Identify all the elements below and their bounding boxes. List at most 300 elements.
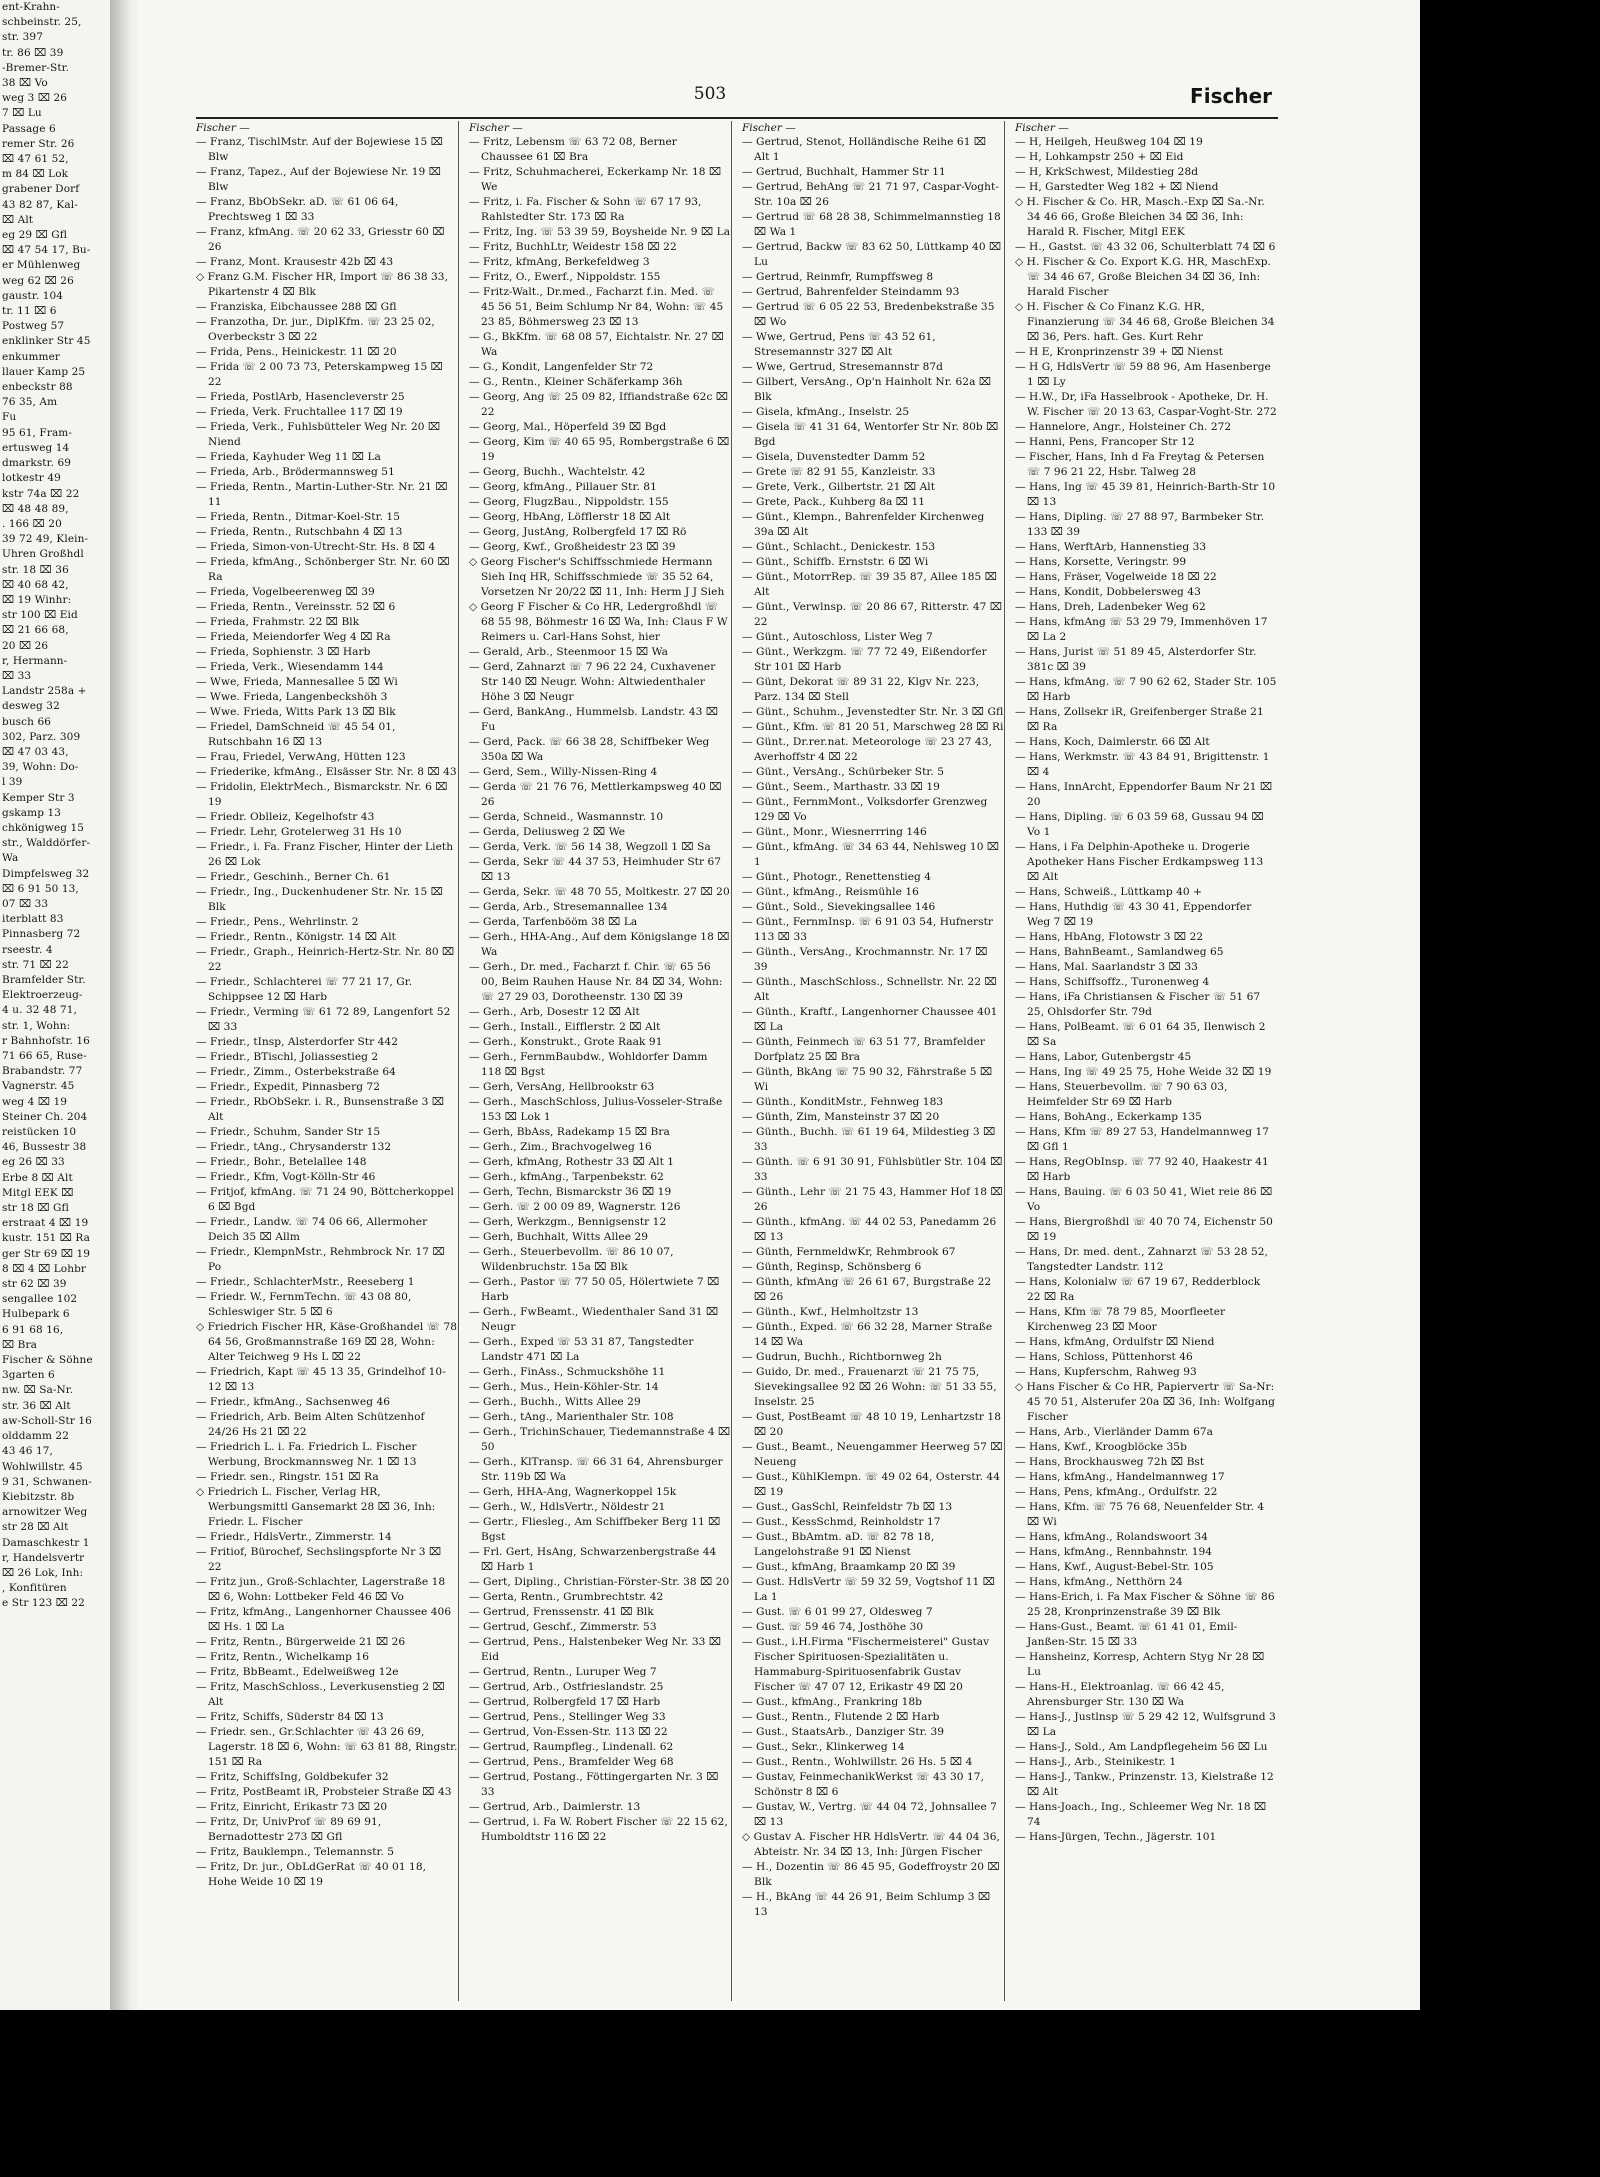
strip-line: Fu (2, 411, 17, 424)
column-1 (196, 121, 459, 2001)
directory-entry: — Friedr., Kfm, Vogt-Kölln-Str 46 (196, 1171, 376, 1183)
directory-entry: — Hans, Huthdig ☏ 43 30 41, Eppendorfer Weg 7 ⌧ 19 (1015, 901, 1252, 928)
directory-entry: — Günt., Seem., Marthastr. 33 ⌧ 19 (742, 781, 940, 793)
directory-entry: — Franz, Mont. Krausestr 42b ⌧ 43 (196, 256, 394, 268)
directory-entry: — Hans, BahnBeamt., Samlandweg 65 (1015, 946, 1224, 958)
directory-entry: — Gertrud, Stenot, Holländische Reihe 61 ⌧ Alt 1 (742, 136, 987, 163)
strip-line: str 100 ⌧ Eid (2, 609, 78, 622)
directory-entry: — Friedr., Zimm., Osterbekstraße 64 (196, 1066, 396, 1078)
directory-entry: — Hans, Bauing. ☏ 6 03 50 41, Wiet reie 86 ⌧ Vo (1015, 1186, 1273, 1213)
directory-entry: — Georg, Buchh., Wachtelstr. 42 (469, 466, 646, 478)
directory-entry: — Hans, Kfm ☏ 89 27 53, Handelmannweg 17 ⌧ Gfl 1 (1015, 1126, 1270, 1153)
directory-entry: — Wwe, Gertrud, Stresemannstr 87d (742, 361, 943, 373)
directory-entry: — G., Rentn., Kleiner Schäferkamp 36h (469, 376, 683, 388)
directory-entry: — Gertrud, Pens., Bramfelder Weg 68 (469, 1756, 674, 1768)
directory-entry: — Gerh, Techn, Bismarckstr 36 ⌧ 19 (469, 1186, 672, 1198)
directory-entry: — Hans, Korsette, Veringstr. 99 (1015, 556, 1187, 568)
directory-entry: — Friedr., Landw. ☏ 74 06 66, Allermoher Deich 35 ⌧ Allm (196, 1216, 428, 1243)
strip-line: chkönigweg 15 (2, 821, 85, 834)
directory-entry: — Hans, RegObInsp. ☏ 77 92 40, Haakestr 41 ⌧ Harb (1015, 1156, 1269, 1183)
directory-entry: — Georg, Mal., Höperfeld 39 ⌧ Bgd (469, 421, 667, 433)
directory-entry: — Gust., KessSchmd, Reinholdstr 17 (742, 1516, 941, 1528)
directory-entry: — Franz, kfmAng. ☏ 20 62 33, Griesstr 60 ⌧ 26 (196, 226, 445, 253)
directory-entry: — Hans, Kfm. ☏ 75 76 68, Neuenfelder Str. 4 ⌧ Wi (1015, 1501, 1265, 1528)
strip-line: 95 61, Fram- (2, 426, 73, 439)
strip-line: Wa (2, 852, 19, 865)
strip-line: . 166 ⌧ 20 (2, 517, 62, 530)
strip-line: ⌧ 26 Lok, Inh: (2, 1566, 84, 1579)
directory-entry: — Guido, Dr. med., Frauenarzt ☏ 21 75 75, Sievekingsallee 92 ⌧ 26 Wohn: ☏ 51 33 55, Inselstr. 25 (742, 1366, 997, 1408)
strip-line: Dimpfelsweg 32 (2, 867, 90, 880)
directory-entry: — Friedr. Lehr, Groteleгweg 31 Hs 10 (196, 826, 402, 838)
directory-entry: — Hans-J., Tankw., Prinzenstr. 13, Kielstraße 12 ⌧ Alt (1015, 1771, 1274, 1798)
directory-entry: — Gust. ☏ 59 46 74, Josthöhe 30 (742, 1621, 924, 1633)
strip-line: Postweg 57 (2, 320, 65, 333)
directory-entry: — Hans, Mal. Saarlandstr 3 ⌧ 33 (1015, 961, 1198, 973)
strip-line: Kiebitzstr. 8b (2, 1490, 75, 1503)
strip-line: 4 u. 32 48 71, (2, 1004, 77, 1017)
directory-entry: — Günt., FernmMont., Volksdorfer Grenzweg 129 ⌧ Vo (742, 796, 988, 823)
directory-entry: — Günth., Lehr ☏ 21 75 43, Hammer Hof 18 ⌧ 26 (742, 1186, 1003, 1213)
directory-entry: — H G, HdlsVertr ☏ 59 88 96, Am Hasenberge 1 ⌧ Ly (1015, 361, 1271, 388)
directory-entry: — Hans, Ing ☏ 45 39 81, Heinrich-Barth-Str 10 ⌧ 13 (1015, 481, 1276, 508)
directory-entry: — Wwe. Frieda, Langenbeckshöh 3 (196, 691, 388, 703)
directory-entry: — Gertrud, Geschf., Zimmerstr. 53 (469, 1621, 657, 1633)
directory-entry: — Gertrud, Arb., Ostfrieslandstr. 25 (469, 1681, 664, 1693)
strip-line: 39, Wohn: Do- (2, 761, 79, 774)
directory-entry: — Gerh, BbAss, Radekamp 15 ⌧ Bra (469, 1126, 670, 1138)
strip-line: eg 26 ⌧ 33 (2, 1156, 65, 1169)
directory-entry: — Hans-J., Justlnsp ☏ 5 29 42 12, Wulfsgrund 3 ⌧ La (1015, 1711, 1276, 1738)
directory-entry: — Hans, Koch, Daimlerstr. 66 ⌧ Alt (1015, 736, 1210, 748)
directory-entry: — Gust., i.H.Firma "Fischermeisterei" Gustav Fischer Spirituosen-Spezialitäten u. Hammaburg-Spirituosenfabrik Gustav Fischer ☏ 47 07 12, Erikastr 49 ⌧ 20 (742, 1636, 990, 1693)
directory-entry: — Hans, Kupferschm, Rahweg 93 (1015, 1366, 1197, 1378)
directory-entry: — Gisela, kfmAng., Inselstr. 25 (742, 406, 910, 418)
strip-line: ⌧ 47 03 43, (2, 745, 69, 758)
strip-line: 9 31, Schwanen- (2, 1475, 92, 1488)
column-head: Fischer — (1015, 122, 1069, 134)
directory-entry: — Gerda, Schneid., Wasmannstr. 10 (469, 811, 664, 823)
strip-line: 3garten 6 (2, 1369, 55, 1382)
directory-entry: — Gust., Rentn., Wohlwillstr. 26 Hs. 5 ⌧ 4 (742, 1756, 973, 1768)
strip-line: Elektroerzeug- (2, 989, 83, 1002)
strip-line: ⌧ 19 Winhr: (2, 593, 72, 606)
directory-entry: — Günth., KonditMstr., Fehnweg 183 (742, 1096, 944, 1108)
directory-entry: — Gerd, Sem., Willy-Nissen-Ring 4 (469, 766, 658, 778)
directory-entry: — Gerh., FernmBaubdw., Wohldorfer Damm 118 ⌧ Bgst (469, 1051, 708, 1078)
directory-entry: — Fritz, MaschSchloss., Leverkusenstieg 2 ⌧ Alt (196, 1681, 445, 1708)
directory-entry: — Wwe, Gertrud, Pens ☏ 43 52 61, Stresemannstr 327 ⌧ Alt (742, 331, 936, 358)
directory-entry: — Gerh., Arb, Dosestr 12 ⌧ Alt (469, 1006, 640, 1018)
directory-entry: — Gerda, Sekr. ☏ 48 70 55, Moltkestr. 27 ⌧ 20 (469, 886, 730, 898)
directory-entry: — Gisela, Duvenstedter Damm 52 (742, 451, 926, 463)
directory-entry: — Hans, WerftArb, Hannenstieg 33 (1015, 541, 1207, 553)
directory-entry: — Frieda, Simon-von-Utrecht-Str. Hs. 8 ⌧ 4 (196, 541, 436, 553)
directory-entry: — Fritz, kfmAng, Berkefeldweg 3 (469, 256, 650, 268)
strip-line: remer Str. 26 (2, 137, 75, 150)
strip-line: str. 397 (2, 31, 43, 44)
directory-entry: — Hans, kfmAng., Rolandswoort 34 (1015, 1531, 1208, 1543)
directory-entry: — Günth., Exped. ☏ 66 32 28, Marner Straße 14 ⌧ Wa (742, 1321, 993, 1348)
directory-entry: — Grete, Verk., Gilbertstr. 21 ⌧ Alt (742, 481, 936, 493)
directory-entry: — Friedrich L. i. Fa. Friedrich L. Fischer Werbung, Brockmannsweg Nr. 1 ⌧ 13 (196, 1441, 417, 1468)
strip-line: Mitgl EEK ⌧ (2, 1186, 74, 1199)
directory-entry: — Gerda ☏ 21 76 76, Mettlerkampsweg 40 ⌧ 26 (469, 781, 722, 808)
directory-entry: — H.W., Dr, iFa Hasselbrook - Apotheke, Dr. H. W. Fischer ☏ 20 13 63, Caspar-Voght-Str. 272 (1015, 391, 1277, 418)
strip-line: str. 18 ⌧ 36 (2, 563, 69, 576)
directory-entry: — Frieda, Meiendorfer Weg 4 ⌧ Ra (196, 631, 391, 643)
directory-entry: — Günth., Kraftf., Langenhorner Chaussee 401 ⌧ La (742, 1006, 998, 1033)
directory-entry: — Gerh., TrichinSchauer, Tiedemannstraße 4 ⌧ 50 (469, 1426, 731, 1453)
directory-entry: — Hans, Kolonialw ☏ 67 19 67, Redderblock 22 ⌧ Ra (1015, 1276, 1261, 1303)
directory-entry: ◇ Friedrich Fischer HR, Käse-Großhandel ☏ 78 64 56, Großmannstraße 169 ⌧ 28, Wohn: Alter Teichweg 9 Hs L ⌧ 22 (196, 1321, 458, 1363)
directory-entry: — Günt., Sold., Sievekingsallee 146 (742, 901, 936, 913)
directory-entry: — Wwe, Frieda, Mannesallee 5 ⌧ Wi (196, 676, 398, 688)
directory-entry: — Gerh., Exped ☏ 53 31 87, Tangstedter Landstr 471 ⌧ La (469, 1336, 694, 1363)
directory-entry: — Grete, Pack., Kuhberg 8a ⌧ 11 (742, 496, 926, 508)
strip-line: nw. ⌧ Sa-Nr. (2, 1384, 74, 1397)
directory-entry: — Friedr., Bohr., Betelallee 148 (196, 1156, 367, 1168)
directory-entry: — Friedr., kfmAng., Sachsenweg 46 (196, 1396, 391, 1408)
column-2 (469, 121, 732, 2001)
strip-line: Fischer & Söhne (2, 1354, 93, 1367)
directory-entry: — Frl. Gert, HsAng, Schwarzenbergstraße 44 ⌧ Harb 1 (469, 1546, 717, 1573)
strip-line: kstr 74a ⌧ 22 (2, 487, 80, 500)
strip-line: ent-Krahn- (2, 1, 60, 13)
directory-entry: — Friedr. sen., Gr.Schlachter ☏ 43 26 69, Lagerstr. 18 ⌧ 6, Wohn: ☏ 63 81 88, Ringstr. 151 ⌧ Ra (196, 1726, 458, 1768)
directory-entry: — Günt., VersAng., Schürbeker Str. 5 (742, 766, 944, 778)
strip-line: Hulbepark 6 (2, 1308, 70, 1321)
directory-entry: — Gertrud, Buchhalt, Hammer Str 11 (742, 166, 946, 178)
directory-entry: — Hans, Kondit, Dobbelersweg 43 (1015, 586, 1201, 598)
previous-page-strip (0, 0, 111, 2010)
strip-line: lotkestr 49 (2, 472, 61, 485)
directory-entry: — Friedr., tInsp, Alsterdorfer Str 442 (196, 1036, 399, 1048)
directory-entry: — Fridolin, ElektrMech., Bismarckstr. Nr. 6 ⌧ 19 (196, 781, 448, 808)
directory-entry: — Günth, FernmeldwKr, Rehmbrook 67 (742, 1246, 956, 1258)
strip-line: ⌧ Alt (2, 213, 34, 226)
strip-line: rseestr. 4 (2, 943, 53, 956)
strip-line: tr. 11 ⌧ 6 (2, 305, 57, 318)
directory-entry: — Gerd, BankAng., Hummelsb. Landstr. 43 ⌧ Fu (469, 706, 719, 733)
directory-entry: — Günth., Buchh. ☏ 61 19 64, Mildestieg 3 ⌧ 33 (742, 1126, 996, 1153)
strip-line: Uhren Großhdl (2, 548, 84, 561)
directory-entry: — Frieda, Sophienstr. 3 ⌧ Harb (196, 646, 371, 658)
directory-entry: — Hans-Joach., Ing., Schleemer Weg Nr. 18 ⌧ 74 (1015, 1801, 1267, 1828)
directory-entry: — Gust., BbAmtm. aD. ☏ 82 78 18, Langelohstraße 91 ⌧ Nienst (742, 1531, 935, 1558)
directory-entry: ◇ Hans Fischer & Co HR, Papiervertr ☏ Sa-Nr: 45 70 51, Alsterufer 20a ⌧ 36, Inh: Wolfgang Fischer (1015, 1381, 1275, 1423)
directory-entry: — Gert, Dipling., Christian-Förster-Str. 38 ⌧ 20 (469, 1576, 730, 1588)
directory-entry: — H, Lohkampstr 250 + ⌧ Eid (1015, 151, 1184, 163)
directory-entry: — Hans, Ing ☏ 49 25 75, Hohe Weide 32 ⌧ 19 (1015, 1066, 1272, 1078)
directory-entry: — Gerh. ☏ 2 00 09 89, Wagnerstr. 126 (469, 1201, 681, 1213)
strip-line: sengallee 102 (2, 1293, 78, 1306)
directory-entry: — Franz, Tapez., Auf der Bojewiese Nr. 19 ⌧ Blw (196, 166, 441, 193)
directory-entry: — Grete ☏ 82 91 55, Kanzleistr. 33 (742, 466, 936, 478)
directory-entry: — Gertrud, Pens., Stellinger Weg 33 (469, 1711, 666, 1723)
directory-entry: — Gudrun, Buchh., Richtbornweg 2h (742, 1351, 942, 1363)
strip-line: 07 ⌧ 33 (2, 897, 49, 910)
directory-entry: — Gertrud, Bahrenfelder Steindamm 93 (742, 286, 960, 298)
directory-entry: — Fritz, Einricht, Erikastr 73 ⌧ 20 (196, 1801, 388, 1813)
directory-entry: — Gerh., Pastor ☏ 77 50 05, Hölertwiete 7 ⌧ Harb (469, 1276, 720, 1303)
directory-entry: — Gerh., FinAss., Schmuckshöhe 11 (469, 1366, 666, 1378)
directory-entry: — Gustav, W., Vertrg. ☏ 44 04 72, Johnsallee 7 ⌧ 13 (742, 1801, 997, 1828)
directory-entry: — Frieda, Verk., Fuhlsbütteler Weg Nr. 20 ⌧ Niend (196, 421, 441, 448)
directory-entry: — Frieda, Verk. Fruchtallee 117 ⌧ 19 (196, 406, 403, 418)
directory-entry: — Gerh., Steuerbevollm. ☏ 86 10 07, Wildenbruchstr. 15a ⌧ Blk (469, 1246, 674, 1273)
directory-entry: — Friedr., tAng., Chrysanderstr 132 (196, 1141, 392, 1153)
directory-entry: — Gerda, Arb., Stresemannallee 134 (469, 901, 668, 913)
strip-line: 71 66 65, Ruse- (2, 1050, 87, 1063)
directory-entry: — Friedr. W., FernmTechn. ☏ 43 08 80, Schleswiger Str. 5 ⌧ 6 (196, 1291, 412, 1318)
directory-entry: — Friedr., Graph., Heinrich-Hertz-Str. Nr. 80 ⌧ 22 (196, 946, 455, 973)
directory-entry: — Hans, InnArcht, Eppendorfer Baum Nr 21 ⌧ 20 (1015, 781, 1273, 808)
strip-line: 302, Parz. 309 (2, 730, 81, 743)
directory-entry: — H., Dozentin ☏ 86 45 95, Godeffroystr 20 ⌧ Blk (742, 1861, 1000, 1888)
strip-line: dmarkstr. 69 (2, 457, 72, 470)
strip-line: , Konfitüren (2, 1582, 67, 1595)
directory-entry: — H E, Kronprinzenstr 39 + ⌧ Nienst (1015, 346, 1223, 358)
directory-entry: — Hans, Brockhausweg 72h ⌧ Bst (1015, 1456, 1205, 1468)
strip-line: ⌧ 47 61 52, (2, 153, 69, 166)
directory-entry: — H, KrkSchwest, Mildestieg 28d (1015, 166, 1199, 178)
directory-entry: — Fritz, Dr, UnivProf ☏ 89 69 91, Bernadottestr 273 ⌧ Gfl (196, 1816, 382, 1843)
directory-entry: — Gertr., Fliesleg., Am Schiffbeker Berg 11 ⌧ Bgst (469, 1516, 721, 1543)
directory-entry: — Günth., kfmAng. ☏ 44 02 53, Panedamm 26 ⌧ 13 (742, 1216, 997, 1243)
directory-entry: — Günt., Verwlnsp. ☏ 20 86 67, Ritterstr. 47 ⌧ 22 (742, 601, 1003, 628)
strip-line: str 18 ⌧ Gfl (2, 1202, 69, 1215)
strip-line: gaustr. 104 (2, 289, 64, 302)
directory-entry: — Gertrud, Arb., Daimlerstr. 13 (469, 1801, 641, 1813)
directory-entry: — Hans, PolBeamt. ☏ 6 01 64 35, Ilenwisch 2 ⌧ Sa (1015, 1021, 1266, 1048)
directory-entry: — Günth, BkAng ☏ 75 90 32, Fährstraße 5 ⌧ Wi (742, 1066, 993, 1093)
directory-entry: — Gerta, Rentn., Grumbrechtstr. 42 (469, 1591, 664, 1603)
strip-line: olddamm 22 (2, 1430, 69, 1443)
directory-entry: — Frida ☏ 2 00 73 73, Peterskampweg 15 ⌧ 22 (196, 361, 443, 388)
directory-entry: — Hans, Dreh, Ladenbeker Weg 62 (1015, 601, 1206, 613)
directory-entry: — Frieda, kfmAng., Schönberger Str. Nr. 60 ⌧ Ra (196, 556, 450, 583)
directory-entry: — Günth. ☏ 6 91 30 91, Fühlsbütler Str. 104 ⌧ 33 (742, 1156, 1003, 1183)
directory-entry: — Gerh., kfmAng., Tarpenbekstr. 62 (469, 1171, 664, 1183)
strip-line: e Str 123 ⌧ 22 (2, 1597, 85, 1610)
strip-line: str., Walddörfer- (2, 837, 91, 850)
column-head: Fischer — (742, 122, 796, 134)
strip-line: str 28 ⌧ Alt (2, 1521, 69, 1534)
strip-line: grabener Dorf (2, 183, 80, 196)
directory-entry: — Hans, kfmAng, Ordulfstr ⌧ Niend (1015, 1336, 1215, 1348)
strip-line: iterblatt 83 (2, 913, 64, 926)
directory-entry: — Fritz, Dr. jur., ObLdGerRat ☏ 40 01 18, Hohe Weide 10 ⌧ 19 (196, 1861, 427, 1888)
directory-entry: — Gertrud, Pens., Halstenbeker Weg Nr. 33 ⌧ Eid (469, 1636, 722, 1663)
directory-entry: — Günt., Werkzgm. ☏ 77 72 49, Eißendorfer Str 101 ⌧ Harb (742, 646, 987, 673)
strip-line: ⌧ Bra (2, 1338, 37, 1351)
strip-line: arnowitzer Weg (2, 1506, 88, 1519)
directory-entry: — Hans-Jürgen, Techn., Jägerstr. 101 (1015, 1831, 1217, 1843)
directory-entry: — Gust., kfmAng, Braamkamp 20 ⌧ 39 (742, 1561, 956, 1573)
directory-entry: — Frieda, Rentn., Martin-Luther-Str. Nr. 21 ⌧ 11 (196, 481, 448, 508)
directory-entry: — Fritz, i. Fa. Fischer & Sohn ☏ 67 17 93, Rahlstedter Str. 173 ⌧ Ra (469, 196, 702, 223)
directory-entry: — Hans, HbAng, Flotowstr 3 ⌧ 22 (1015, 931, 1204, 943)
directory-entry: — Friedr., BTischl, Joliassestieg 2 (196, 1051, 379, 1063)
strip-line: str. 1, Wohn: (2, 1019, 71, 1032)
strip-line: r Bahnhofstr. 16 (2, 1034, 90, 1047)
directory-entry: — Gertrud, BehAng ☏ 21 71 97, Caspar-Voght-Str. 10a ⌧ 26 (742, 181, 999, 208)
strip-line: Damaschkestr 1 (2, 1536, 90, 1549)
strip-line: Passage 6 (2, 122, 56, 135)
directory-entry: — Gerh, Werkzgm., Bennigsenstr 12 (469, 1216, 667, 1228)
directory-entry: — Fritz, PostBeamt iR, Probsteier Straße ⌧ 43 (196, 1786, 452, 1798)
directory-entry: — Georg, JustAng, Rolbergfeld 17 ⌧ Rö (469, 526, 687, 538)
directory-entry: — Hans, Steuerbevollm. ☏ 7 90 63 03, Heimfelder Str 69 ⌧ Harb (1015, 1081, 1228, 1108)
strip-line: tr. 86 ⌧ 39 (2, 46, 64, 59)
directory-entry: — Hans, Pens, kfmAng., Ordulfstr. 22 (1015, 1486, 1218, 1498)
directory-entry: — Günt., kfmAng., Reismühle 16 (742, 886, 919, 898)
directory-entry: ◇ Georg F Fischer & Co HR, Ledergroßhdl ☏ 68 55 98, Böhmestr 16 ⌧ Wa, Inh: Claus F W Reimers u. Carl-Hans Sohst, hier (469, 601, 728, 643)
directory-entry: — Fritz, Schuhmacherei, Eckerkamp Nr. 18 ⌧ We (469, 166, 722, 193)
directory-entry: — Gerh., tAng., Marienthaler Str. 108 (469, 1411, 674, 1423)
directory-entry: — Gust. HdlsVertr ☏ 59 32 59, Vogtshof 11 ⌧ La 1 (742, 1576, 995, 1603)
directory-entry: — Günt., Monr., Wiesnerrring 146 (742, 826, 927, 838)
directory-entry: — Günth, Reginsp, Schönsberg 6 (742, 1261, 922, 1273)
directory-entry: — Günt, Dekorat ☏ 89 31 22, Klgv Nr. 223, Parz. 134 ⌧ Stell (742, 676, 980, 703)
directory-entry: — Günth., MaschSchloss., Schnellstr. Nr. 22 ⌧ Alt (742, 976, 997, 1003)
directory-entry: — Hans, Biergroßhdl ☏ 40 70 74, Eichenstr 50 ⌧ 19 (1015, 1216, 1273, 1243)
directory-entry: — Hannelore, Angr., Holsteiner Ch. 272 (1015, 421, 1232, 433)
strip-line: Bramfelder Str. (2, 974, 86, 986)
directory-entry: — Gerh., Konstrukt., Grote Raak 91 (469, 1036, 663, 1048)
strip-line: str. 36 ⌧ Alt (2, 1399, 71, 1412)
strip-line: Kemper Str 3 (2, 791, 75, 804)
directory-entry: — Gerh., Zim., Brachvogelweg 16 (469, 1141, 652, 1153)
directory-entry: — Gertrud, Von-Essen-Str. 113 ⌧ 22 (469, 1726, 668, 1738)
directory-entry: — Hanni, Pens, Francoper Str 12 (1015, 436, 1195, 448)
directory-entry: — H, Garstedter Weg 182 + ⌧ Niend (1015, 181, 1219, 193)
directory-entry: — Fischer, Hans, Inh d Fa Freytag & Petersen ☏ 7 96 21 22, Hsbr. Talweg 28 (1015, 451, 1265, 478)
directory-entry: — Gerh, VersAng, Hellbrookstr 63 (469, 1081, 655, 1093)
directory-entry: — Friedr. Oblleiz, Kegelhofstr 43 (196, 811, 375, 823)
directory-entry: — Günth, kfmAng ☏ 26 61 67, Burgstraße 22 ⌧ 26 (742, 1276, 992, 1303)
directory-entry: — Gerh., W., HdlsVertr., Nöldestr 21 (469, 1501, 666, 1513)
directory-entry: — Fritz-Walt., Dr.med., Facharzt f.in. Med. ☏ 45 56 51, Beim Schlump Nr 84, Wohn: ☏ 45 23 85, Böhmersweg 23 ⌧ 13 (469, 286, 724, 328)
column-head: Fischer — (469, 122, 523, 134)
strip-line: 76 35, Am (2, 396, 58, 409)
directory-entry: — Frieda, Vogelbeerenweg ⌧ 39 (196, 586, 375, 598)
directory-entry: — Hans, BohAng., Eckerkamp 135 (1015, 1111, 1202, 1123)
directory-entry: — Hans, iFa Christiansen & Fischer ☏ 51 67 25, Ohlsdorfer Str. 79d (1015, 991, 1261, 1018)
directory-entry: — Hans, kfmAng. ☏ 7 90 62 62, Stader Str. 105 ⌧ Harb (1015, 676, 1277, 703)
directory-entry: — Günt., Kfm. ☏ 81 20 51, Marschweg 28 ⌧ Ri (742, 721, 1004, 733)
directory-entry: — Günth, Feinmech ☏ 63 51 77, Bramfelder Dorfplatz 25 ⌧ Bra (742, 1036, 986, 1063)
directory-entry: — Günt., FernmInsp. ☏ 6 91 03 54, Hufnerstr 113 ⌧ 33 (742, 916, 994, 943)
directory-entry: — Franziska, Eibchausseе 288 ⌧ Gfl (196, 301, 397, 313)
directory-entry: — Georg, Kwf., Großheidestr 23 ⌧ 39 (469, 541, 676, 553)
directory-entry: — Franzotha, Dr. jur., DiplKfm. ☏ 23 25 02, Overbeckstr 3 ⌧ 22 (196, 316, 435, 343)
directory-entry: — Hans, Schloss, Püttenhorst 46 (1015, 1351, 1193, 1363)
directory-entry: — Fritz jun., Groß-Schlachter, Lagerstraße 18 ⌧ 6, Wohn: Lottbeker Feld 46 ⌧ Vo (196, 1576, 446, 1603)
directory-entry: — Friedel, DamSchneid ☏ 45 54 01, Rutschbahn 16 ⌧ 13 (196, 721, 396, 748)
directory-entry: — Hans, Schweiß., Lüttkamp 40 + (1015, 886, 1203, 898)
strip-line: erstraat 4 ⌧ 19 (2, 1217, 89, 1230)
header-rule (196, 117, 1278, 119)
directory-entry: — Hans, i Fa Delphin-Apotheke u. Drogerie Apotheker Hans Fischer Erdkampsweg 113 ⌧ Alt (1015, 841, 1264, 883)
directory-entry: — Hans, Kwf., August-Bebel-Str. 105 (1015, 1561, 1214, 1573)
strip-line: ⌧ 33 (2, 669, 32, 682)
strip-line: llauer Kamp 25 (2, 365, 86, 378)
directory-entry: — Friedr., SchlachterMstr., Reeseberg 1 (196, 1276, 415, 1288)
directory-entry: — H., BkAng ☏ 44 26 91, Beim Schlump 3 ⌧ 13 (742, 1891, 991, 1918)
strip-line: 43 82 87, Kal- (2, 198, 78, 211)
column-head: Fischer — (196, 122, 250, 134)
directory-entry: — Hans-Gust., Beamt. ☏ 61 41 01, Emil-Janßen-Str. 15 ⌧ 33 (1015, 1621, 1238, 1648)
directory-entry: — Frieda, Kayhuder Weg 11 ⌧ La (196, 451, 381, 463)
strip-line: m 84 ⌧ Lok (2, 168, 69, 181)
directory-entry: — Fritiof, Bürochef, Sechslingspforte Nr 3 ⌧ 22 (196, 1546, 442, 1573)
directory-entry: — Gilbert, VersAng., Op'n Hainholt Nr. 62a ⌧ Blk (742, 376, 992, 403)
strip-line: Landstr 258a + (2, 685, 87, 698)
directory-entry: — Franz, TischlMstr. Auf der Bojewiese 15 ⌧ Blw (196, 136, 444, 163)
directory-entry: — Hans, Schiffsoffz., Turonenweg 4 (1015, 976, 1210, 988)
strip-line: ⌧ 47 54 17, Bu- (2, 244, 91, 257)
directory-entry: — G., Kondit, Langenfelder Str 72 (469, 361, 654, 373)
book-gutter (110, 0, 140, 2177)
directory-entry: — Georg, Kim ☏ 40 65 95, Rombergstraße 6 ⌧ 19 (469, 436, 730, 463)
directory-entry: — Frieda, Frahmstr. 22 ⌧ Blk (196, 616, 360, 628)
directory-entry: — Gerh., Mus., Hein-Köhler-Str. 14 (469, 1381, 659, 1393)
directory-entry: — Gertrud, Rolbergfeld 17 ⌧ Harb (469, 1696, 661, 1708)
directory-entry: — Gerh., KlTransp. ☏ 66 31 64, Ahrensburger Str. 119b ⌧ Wa (469, 1456, 723, 1483)
directory-entry: — H, Heilgeh, Heußweg 104 ⌧ 19 (1015, 136, 1203, 148)
strip-line: eg 29 ⌧ Gfl (2, 229, 68, 242)
directory-entry: — Friedr., Ing., Duckenhudener Str. Nr. 15 ⌧ Blk (196, 886, 443, 913)
directory-entry: — Gerda, Sekr ☏ 44 37 53, Heimhuder Str 67 ⌧ 13 (469, 856, 722, 883)
directory-entry: — Hans-J., Sold., Am Landpflegeheim 56 ⌧ Lu (1015, 1741, 1268, 1753)
column-4 (1015, 121, 1277, 2001)
directory-entry: — Gertrud, Rentn., Luruper Weg 7 (469, 1666, 657, 1678)
directory-entry: — Friedr., i. Fa. Franz Fischer, Hinter der Lieth 26 ⌧ Lok (196, 841, 454, 868)
directory-entry: — Hans, Arb., Vierländer Damm 67a (1015, 1426, 1214, 1438)
directory-entry: — Fritz, BuchhLtr, Weidestr 158 ⌧ 22 (469, 241, 677, 253)
directory-entry: — Friedr., Rentn., Königstr. 14 ⌧ Alt (196, 931, 396, 943)
directory-entry: — Friedr., RbObSekr. i. R., Bunsenstraße 3 ⌧ Alt (196, 1096, 445, 1123)
directory-entry: — Friedr., Pens., Wehrlinstr. 2 (196, 916, 359, 928)
directory-entry: — Günth., VersAng., Krochmannstr. Nr. 17 ⌧ 39 (742, 946, 988, 973)
directory-entry: — Hans-H., Elektroanlag. ☏ 66 42 45, Ahrensburger Str. 130 ⌧ Wa (1015, 1681, 1225, 1708)
strip-line: ⌧ 40 68 42, (2, 578, 69, 591)
directory-entry: — Georg, kfmAng., Pillauer Str. 81 (469, 481, 657, 493)
strip-line: -Bremer-Str. (2, 61, 70, 74)
directory-entry: — Friedr., Verming ☏ 61 72 89, Langenfort 52 ⌧ 33 (196, 1006, 451, 1033)
column-3 (742, 121, 1005, 2001)
strip-line: enklinker Str 45 (2, 335, 91, 348)
strip-line: enkummer (2, 350, 61, 363)
directory-entry: — Günt., Dr.rer.nat. Meteorologe ☏ 23 27 43, Averhoffstr 4 ⌧ 22 (742, 736, 992, 763)
strip-line: Wohlwillstr. 45 (2, 1460, 83, 1473)
directory-entry: ◇ Georg Fischer's Schiffsschmiede Hermann Sieh Inq HR, Schiffsschmiede ☏ 35 52 64, Vorsetzen Nr 20/22 ⌧ 11, Inh: Herm J J Sieh (469, 556, 725, 598)
directory-entry: ◇ Franz G.M. Fischer HR, Import ☏ 86 38 33, Pikartenstr 4 ⌧ Blk (196, 271, 449, 298)
strip-line: Vagnerstr. 45 (2, 1080, 75, 1093)
strip-line: desweg 32 (2, 700, 60, 713)
directory-entry: — Friedrich, Arb. Beim Alten Schützenhof 24/26 Hs 21 ⌧ 22 (196, 1411, 425, 1438)
strip-line: Pinnasberg 72 (2, 928, 81, 941)
directory-entry: — H., Gastst. ☏ 43 32 06, Schulterblatt 74 ⌧ 6 (1015, 241, 1276, 253)
directory-entry: — Gerh, HHA-Ang, Wagnerkoppel 15k (469, 1486, 677, 1498)
strip-line: Erbe 8 ⌧ Alt (2, 1171, 73, 1184)
directory-entry: — Hans, Werkmstr. ☏ 43 84 91, Brigittenstr. 1 ⌧ 4 (1015, 751, 1270, 778)
strip-line: ⌧ 6 91 50 13, (2, 882, 79, 895)
directory-entry: ◇ H. Fischer & Co. HR, Masch.-Exp ⌧ Sa.-Nr. 34 46 66, Große Bleichen 34 ⌧ 36, Inh: Harald R. Fischer, Mitgl EEK (1015, 196, 1265, 238)
directory-entry: — Fritz, kfmAng., Langenhorner Chaussee 406 ⌧ Hs. 1 ⌧ La (196, 1606, 452, 1633)
